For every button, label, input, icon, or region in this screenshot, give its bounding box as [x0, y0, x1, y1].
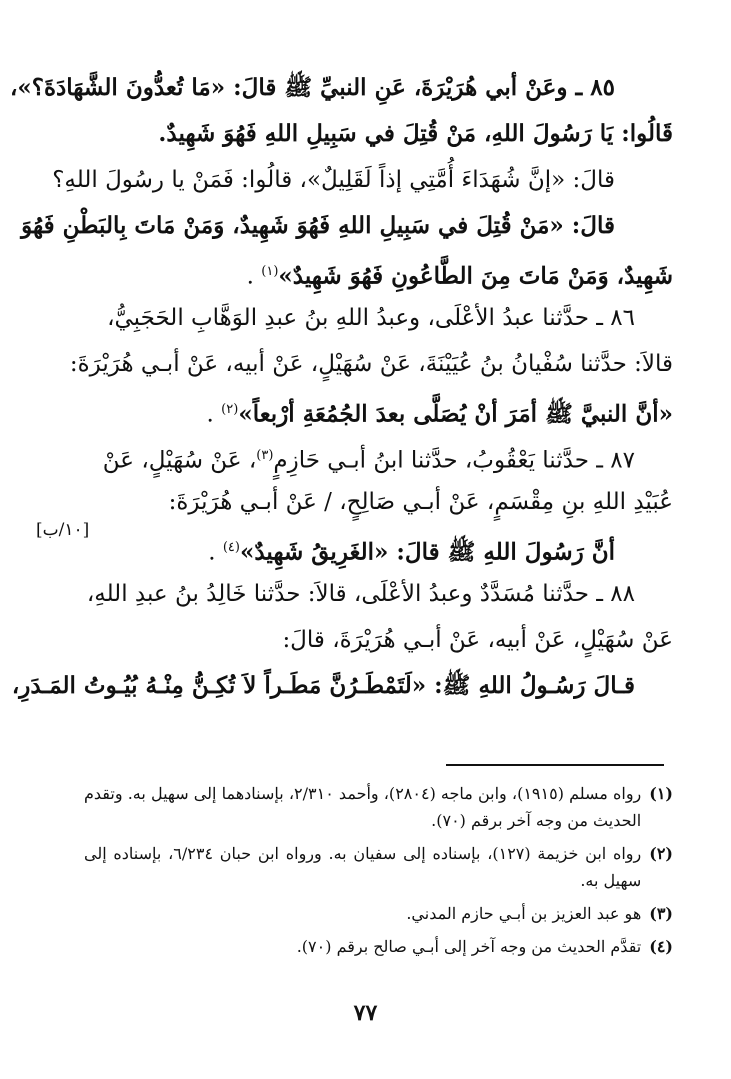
page-number: ٧٧: [353, 1000, 378, 1026]
hadith-86-matn: «أنَّ النبيَّ ﷺ أمَرَ أنْ يُصَلَّى بعدَ الجُمُعَةِ أرْبعاً»: [238, 400, 673, 428]
text-line-8: [84, 398, 673, 444]
text-line-10: [84, 490, 673, 536]
hadith-85-reply: قَالُوا: يَا رَسُولَ اللهِ، مَنْ قُتِلَ في سَبِيلِ اللهِ فَهُوَ شَهِيدٌ.: [158, 120, 673, 147]
hadith-88-chain: ٨٨ ـ حدَّثنا مُسَدَّدٌ وعبدُ الأعْلَى، قالاَ: حدَّثنا خَالِدُ بنُ عبدِ اللهِ،: [86, 581, 635, 607]
footnote-2: [84, 840, 673, 894]
hadith-88-chain-cont: عَنْ سُهَيْلٍ، عَنْ أبيه، عَنْ أبـي هُرَيْرَةَ، قالَ:: [282, 627, 673, 653]
period: .: [246, 263, 254, 290]
hadith-87-chain-tail: ، عَنْ سُهَيْلٍ، عَنْ: [102, 447, 257, 474]
hadith-85-answer-end: شَهِيدٌ، وَمَنْ مَاتَ مِنَ الطَّاعُونِ فَهُوَ شَهِيدٌ»: [278, 262, 673, 290]
footnote-ref-2[interactable]: (٢): [221, 402, 239, 417]
text-line-9: [84, 444, 673, 490]
hadith-86-chain-cont: قالاَ: حدَّثنا سُفْيانُ بنُ عُيَيْنَةَ، عَنْ سُهَيْلٍ، عَنْ أبيه، عَنْ أبـي هُرَيْرَةَ:: [69, 351, 673, 377]
hadith-85-question: قالَ: «إنَّ شُهَدَاءَ أُمَّتِي إذاً لَقَلِيلٌ»، قالُوا: فَمَنْ يا رسُولَ اللهِ؟: [52, 167, 615, 193]
footnote-text: هو عبد العزيز بن أبـي حازم المدني.: [406, 904, 642, 923]
footnote-ref-4[interactable]: (٤): [222, 540, 240, 555]
period: .: [206, 401, 214, 428]
text-line-12: [84, 582, 673, 628]
hadith-87-chain-cont: عُبَيْدِ اللهِ بنِ مِقْسَمٍ، عَنْ أبـي صَالِحٍ، / عَنْ أبـي هُرَيْرَةَ:: [168, 489, 673, 515]
footnote-text: رواه مسلم (١٩١٥)، وابن ماجه (٢٨٠٤)، وأحمد ٢/٣١٠، بإسنادهما إلى سهيل به. وتقدم الحديث من وجه آخر برقم (٧٠).: [84, 784, 642, 830]
hadith-86-chain: ٨٦ ـ حدَّثنا عبدُ الأعْلَى، وعبدُ اللهِ بنُ عبدِ الوَهَّابِ الحَجَبِيُّ،: [107, 305, 635, 331]
manuscript-folio-marker: [١٠/ب]: [36, 520, 90, 540]
text-line-13: [84, 628, 673, 674]
hadith-87-chain: ٨٧ ـ حدَّثنا يَعْقُوبُ، حدَّثنا ابنُ أبـي حَازِمٍ: [273, 447, 635, 474]
text-line-5: [84, 260, 673, 306]
footnote-4: [84, 933, 673, 960]
period: .: [208, 539, 216, 566]
text-line-3: [52, 167, 673, 214]
footnote-number: (٣): [649, 904, 673, 923]
footnote-number: (١): [649, 784, 673, 803]
text-line-1: [10, 74, 673, 122]
footnote-3: [84, 900, 673, 927]
text-line-2: [84, 122, 673, 168]
footnote-number: (٢): [649, 844, 673, 863]
text-line-6: [84, 306, 673, 352]
footnote-text: تقدَّم الحديث من وجه آخر إلى أبـي صالح برقم (٧٠).: [296, 937, 642, 956]
footnote-text: رواه ابن خزيمة (١٢٧)، بإسناده إلى سفيان به. ورواه ابن حبان ٦/٢٣٤، بإسناده إلى سهيل به.: [84, 844, 642, 890]
hadith-85-opening: ٨٥ ـ وعَنْ أبي هُرَيْرَةَ، عَنِ النبيِّ ﷺ قالَ: «مَا تُعدُّونَ الشَّهَادَةَ؟»،: [10, 74, 615, 101]
text-line-11: [84, 536, 673, 582]
hadith-85-answer: قالَ: «مَنْ قُتِلَ في سَبِيلِ اللهِ فَهُوَ شَهِيدٌ، وَمَنْ مَاتَ بِالبَطْنِ فَهُوَ: [21, 212, 615, 239]
text-line-14: [11, 672, 673, 720]
footnote-separator: [446, 764, 664, 766]
footnote-ref-3[interactable]: (٣): [256, 448, 274, 463]
hadith-87-matn: أنَّ رَسُولَ اللهِ ﷺ قالَ: «الغَرِيقُ شَهِيدٌ»: [239, 538, 615, 566]
footnotes: [84, 780, 673, 966]
footnote-number: (٤): [649, 937, 673, 956]
text-line-4: [21, 212, 673, 260]
text-line-7: [69, 351, 673, 398]
footnote-ref-1[interactable]: (١): [261, 264, 279, 279]
footnote-1: [84, 780, 673, 834]
hadith-88-matn: قـالَ رَسُـولُ اللهِ ﷺ: «لَتَمْطَـرُنَّ مَطَـراً لاَ تُكِـنُّ مِنْـهُ بُيُـوتُ المَـدَرِ،: [11, 672, 635, 699]
